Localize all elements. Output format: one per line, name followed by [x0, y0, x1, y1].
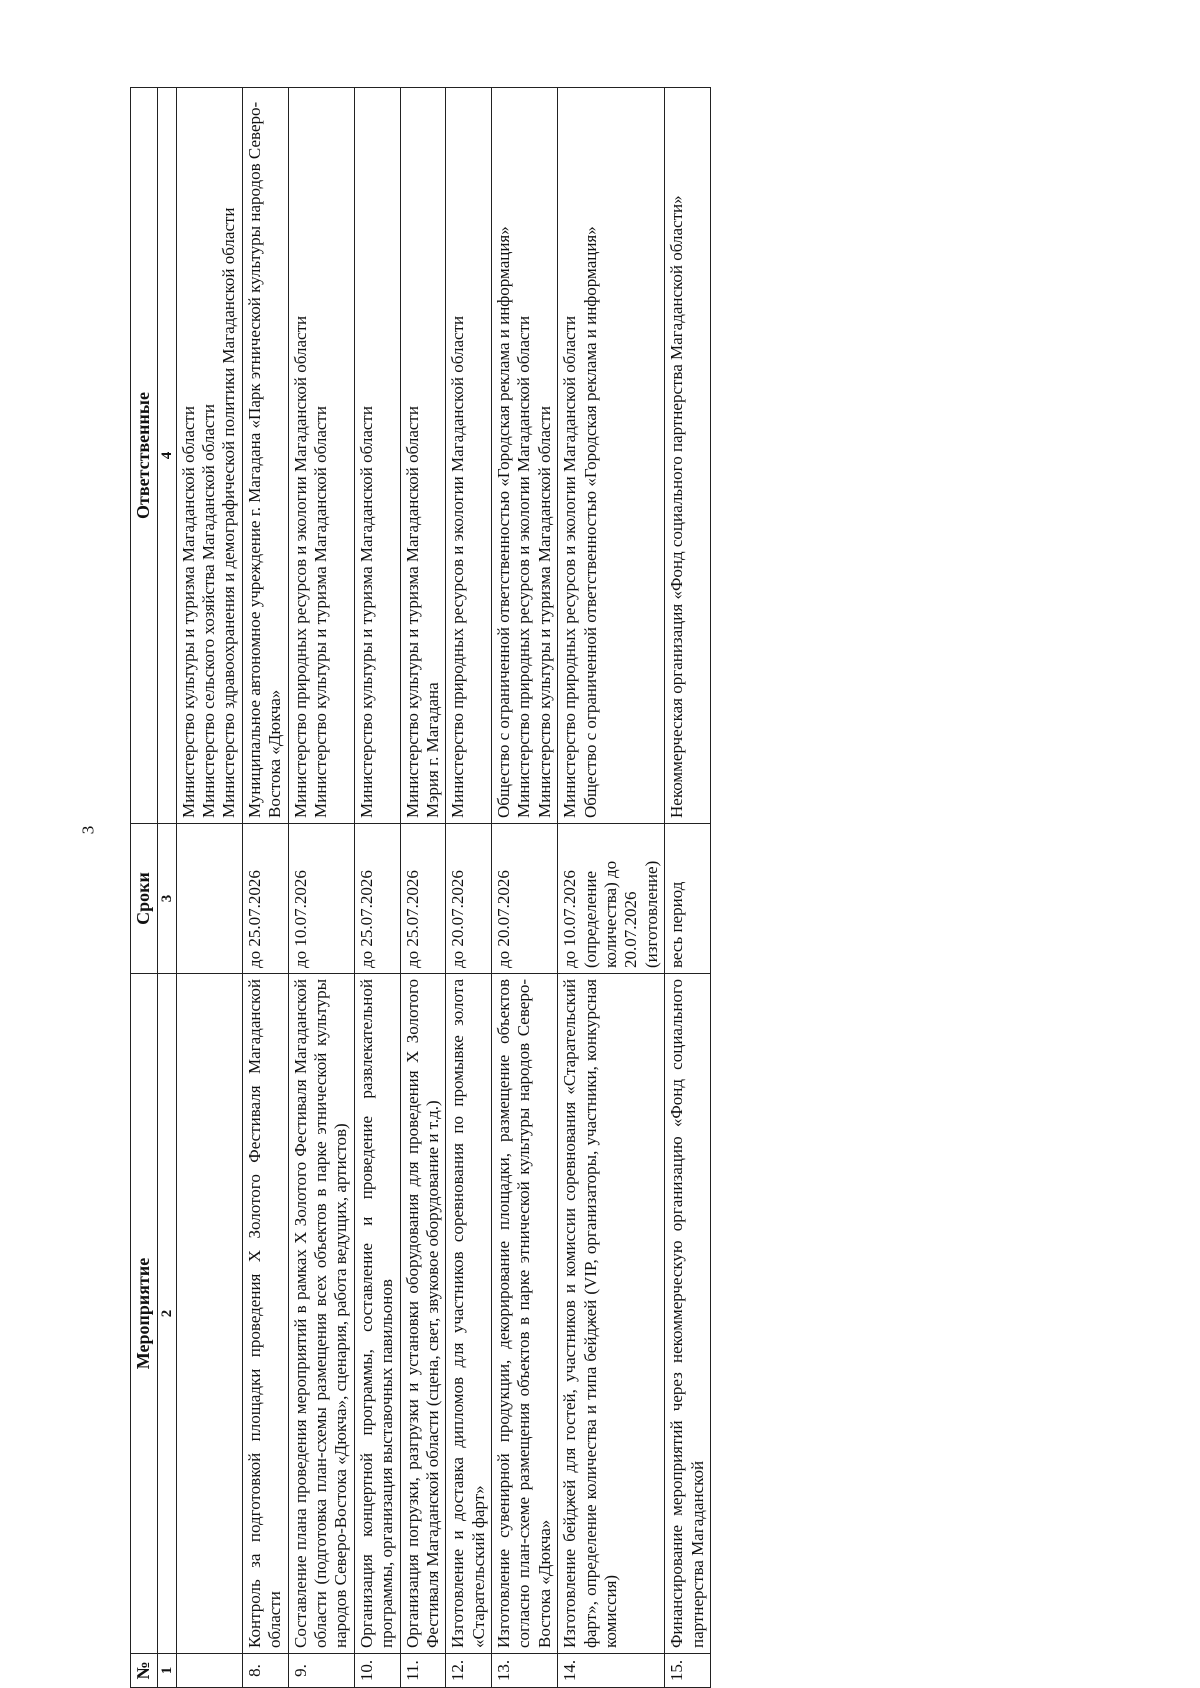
responsible-line: Министерство культуры и туризма Магаданской области	[310, 406, 330, 818]
table-row	[242, 88, 288, 1688]
responsible-line: Мэрия г. Магадана	[422, 682, 442, 818]
col-number-4: 4	[157, 88, 176, 824]
document-table-wrapper	[130, 88, 1200, 1682]
header-responsible: Ответственные	[131, 88, 158, 824]
table-row	[400, 88, 446, 1688]
row-number: 8.	[242, 1654, 288, 1688]
row-number: 11.	[400, 1654, 446, 1688]
row-number: 10.	[354, 1654, 400, 1688]
responsible-line: Некоммерческая организация «Фонд социального партнерства Магаданской области»	[667, 195, 687, 818]
responsible-line: Министерство сельского хозяйства Магаданской области	[198, 404, 218, 818]
responsible-line: Министерство культуры и туризма Магаданской области	[402, 406, 422, 818]
responsible-line: Министерство культуры и туризма Магаданской области	[356, 406, 376, 818]
responsible-line: Общество с ограниченной ответственностью «Городская реклама и информация»	[494, 226, 514, 818]
header-term: Сроки	[131, 824, 158, 974]
row-term: до 20.07.2026	[492, 824, 558, 974]
table-row	[558, 88, 665, 1688]
table-row	[492, 88, 558, 1688]
row-term: до 10.07.2026 (определение количества) до 20.07.2026 (изготовление)	[558, 824, 665, 974]
row-responsible	[492, 88, 558, 824]
responsible-line: Муниципальное автономное учреждение г. Магадана «Парк этнической культуры народов Северо-Востока «Дюкча»	[244, 101, 285, 818]
responsible-line: Министерство культуры и туризма Магаданской области	[534, 406, 554, 818]
events-table	[130, 87, 711, 1688]
table-row	[446, 88, 492, 1688]
rotated-page	[130, 88, 1030, 1688]
row-event: Организация концертной программы, составление и проведение развлекательной программы, организация выставочных павильонов	[354, 974, 400, 1654]
responsible-line: Министерство природных ресурсов и экологии Магаданской области	[514, 315, 534, 818]
row-event: Финансирование мероприятий через некоммерческую организацию «Фонд социального партнерства Магаданской	[665, 974, 711, 1654]
row-responsible	[558, 88, 665, 824]
row-responsible	[400, 88, 446, 824]
header-row	[131, 88, 158, 1688]
row-term: до 25.07.2026	[400, 824, 446, 974]
row-responsible	[446, 88, 492, 824]
responsible-line: Министерство здравоохранения и демографической политики Магаданской области	[219, 207, 239, 818]
row-term: до 25.07.2026	[354, 824, 400, 974]
table-row	[665, 88, 711, 1688]
row-term: до 25.07.2026	[242, 824, 288, 974]
responsible-line: Общество с ограниченной ответственностью «Городская реклама и информация»	[580, 226, 600, 818]
row-term: до 10.07.2026	[288, 824, 354, 974]
responsible-line: Министерство природных ресурсов и экологии Магаданской области	[560, 315, 580, 818]
header-event: Мероприятие	[131, 974, 158, 1654]
row-event: Контроль за подготовкой площадки проведения X Золотого Фестиваля Магаданской области	[242, 974, 288, 1654]
col-number-1: 1	[157, 1654, 176, 1688]
table-row	[288, 88, 354, 1688]
col-number-2: 2	[157, 974, 176, 1654]
responsible-line: Министерство природных ресурсов и экологии Магаданской области	[290, 315, 310, 818]
continuation-no	[176, 1654, 242, 1688]
continuation-row	[176, 88, 242, 1688]
row-responsible	[288, 88, 354, 824]
row-event: Изготовление сувенирной продукции, декорирование площадки, размещение объектов согласно план-схеме размещения объектов в парке этнической культуры народов Северо-Востока «Дюкча»	[492, 974, 558, 1654]
table-row	[354, 88, 400, 1688]
page-number: 3	[78, 825, 98, 835]
row-responsible	[354, 88, 400, 824]
column-number-row	[157, 88, 176, 1688]
row-event: Изготовление и доставка дипломов для участников соревнования по промывке золота «Старательский фарт»	[446, 974, 492, 1654]
row-responsible	[242, 88, 288, 824]
continuation-term	[176, 824, 242, 974]
row-number: 12.	[446, 1654, 492, 1688]
continuation-responsible	[176, 88, 242, 824]
row-number: 15.	[665, 1654, 711, 1688]
responsible-line: Министерство природных ресурсов и экологии Магаданской области	[448, 315, 468, 818]
responsible-line: Министерство культуры и туризма Магаданской области	[178, 406, 198, 818]
row-number: 14.	[558, 1654, 665, 1688]
row-responsible	[665, 88, 711, 824]
row-term: весь период	[665, 824, 711, 974]
col-number-3: 3	[157, 824, 176, 974]
header-no: №	[131, 1654, 158, 1688]
row-term: до 20.07.2026	[446, 824, 492, 974]
row-event: Организация погрузки, разгрузки и установки оборудования для проведения X Золотого Фестиваля Магаданской области (сцена, свет, звуковое оборудование и т.д.)	[400, 974, 446, 1654]
continuation-event	[176, 974, 242, 1654]
row-number: 13.	[492, 1654, 558, 1688]
row-event: Изготовление бейджей для гостей, участников и комиссии соревнования «Старательский фарт», определение количества и типа бейджей (VIP, организаторы, участники, конкурсная комиссия)	[558, 974, 665, 1654]
row-event: Составление плана проведения мероприятий в рамках X Золотого Фестиваля Магаданской области (подготовка план-схемы размещения всех объектов в парке этнической культуры народов Северо-Востока «Дюкча», сценария, работа ведущих, артистов)	[288, 974, 354, 1654]
row-number: 9.	[288, 1654, 354, 1688]
